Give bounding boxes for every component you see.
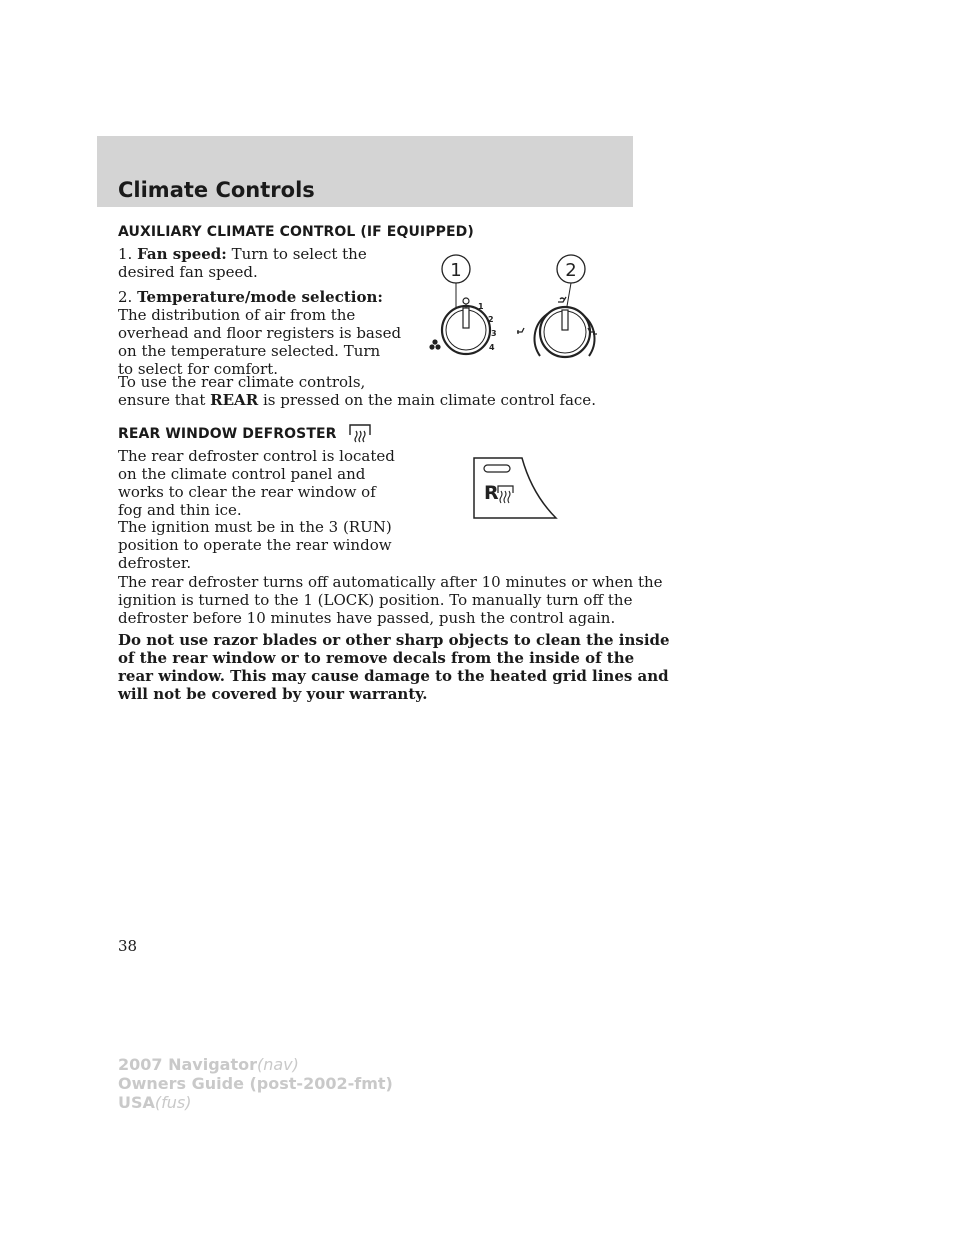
defroster-text: The rear defroster control is located: [118, 447, 395, 465]
fan-speed-knob[interactable]: [442, 306, 490, 354]
footer: [118, 1055, 393, 1112]
fan-speed-2: 2: [488, 315, 494, 324]
item-1-text: desired fan speed.: [118, 263, 258, 281]
item-2-text: to select for comfort.: [118, 360, 278, 378]
fan-speed-1: 1: [478, 302, 484, 311]
defrost-icon: [348, 421, 372, 443]
rear-note-line1: To use the rear climate controls,: [118, 373, 366, 391]
footer-model: 2007 Navigator: [118, 1055, 257, 1074]
defroster-text: position to operate the rear window: [118, 536, 392, 554]
aux-heading: AUXILIARY CLIMATE CONTROL (IF EQUIPPED): [118, 224, 474, 240]
item-1: [118, 245, 367, 281]
defroster-heading-text: REAR WINDOW DEFROSTER: [118, 426, 337, 442]
rear-note-post: is pressed on the main climate control face.: [262, 391, 596, 409]
defroster-text: defroster.: [118, 554, 192, 572]
item-2-number: 2.: [118, 288, 133, 306]
item-1-label: Fan speed:: [137, 245, 227, 263]
defroster-indicator-light: [484, 465, 510, 472]
defroster-para-2: [118, 518, 392, 572]
defroster-text: works to clear the rear window of: [118, 483, 376, 501]
footer-market-code: (fus): [154, 1093, 192, 1112]
defroster-text: ignition is turned to the 1 (LOCK) position. To manually turn off the: [118, 591, 633, 609]
rear-defroster-button-diagram: [470, 456, 560, 522]
rear-controls-note: [118, 373, 596, 409]
defroster-heading: [118, 426, 337, 442]
rear-note-pre: ensure that: [118, 391, 206, 409]
defroster-warning: [118, 631, 670, 703]
defroster-text: The ignition must be in the 3 (RUN): [118, 518, 392, 536]
warning-text: will not be covered by your warranty.: [118, 685, 428, 703]
warning-text: of the rear window or to remove decals from the inside of the: [118, 649, 635, 667]
fan-off-mark: [463, 298, 469, 304]
vent-icon: [517, 328, 524, 334]
section-title: Climate Controls: [118, 178, 315, 202]
temperature-mode-knob[interactable]: [535, 307, 595, 357]
item-1-number: 1.: [118, 245, 133, 263]
fan-speed-4: 4: [489, 343, 495, 352]
item-2-text: overhead and floor registers is based: [118, 324, 402, 342]
defroster-text: fog and thin ice.: [118, 501, 242, 519]
defroster-para-3: [118, 573, 663, 627]
footer-market: USA: [118, 1093, 155, 1112]
warning-text: Do not use razor blades or other sharp objects to clean the inside: [118, 631, 670, 649]
callout-2-label: 2: [565, 260, 577, 281]
defrost-icon: [558, 297, 566, 302]
item-2-text: on the temperature selected. Turn: [118, 342, 381, 360]
rear-note-bold: REAR: [210, 391, 259, 409]
defroster-text: The rear defroster turns off automatically after 10 minutes or when the: [118, 573, 663, 591]
item-2-text: The distribution of air from the: [118, 306, 356, 324]
footer-guide: Owners Guide (post-2002-fmt): [118, 1074, 393, 1093]
fan-icon: [429, 339, 440, 349]
page-number: 38: [118, 937, 138, 955]
callout-1-label: 1: [450, 260, 462, 281]
defroster-text: defroster before 10 minutes have passed, push the control again.: [118, 609, 616, 627]
warning-text: rear window. This may cause damage to the heated grid lines and: [118, 667, 669, 685]
item-2: [118, 288, 401, 378]
fan-speed-3: 3: [491, 329, 497, 338]
defroster-button-letter: R: [484, 482, 499, 504]
aux-climate-diagram: [425, 252, 600, 362]
footer-model-code: (nav): [256, 1055, 299, 1074]
item-1-text: Turn to select the: [231, 245, 367, 263]
item-2-label: Temperature/mode selection:: [137, 288, 383, 306]
defroster-para-1: [118, 447, 395, 519]
defroster-text: on the climate control panel and: [118, 465, 366, 483]
